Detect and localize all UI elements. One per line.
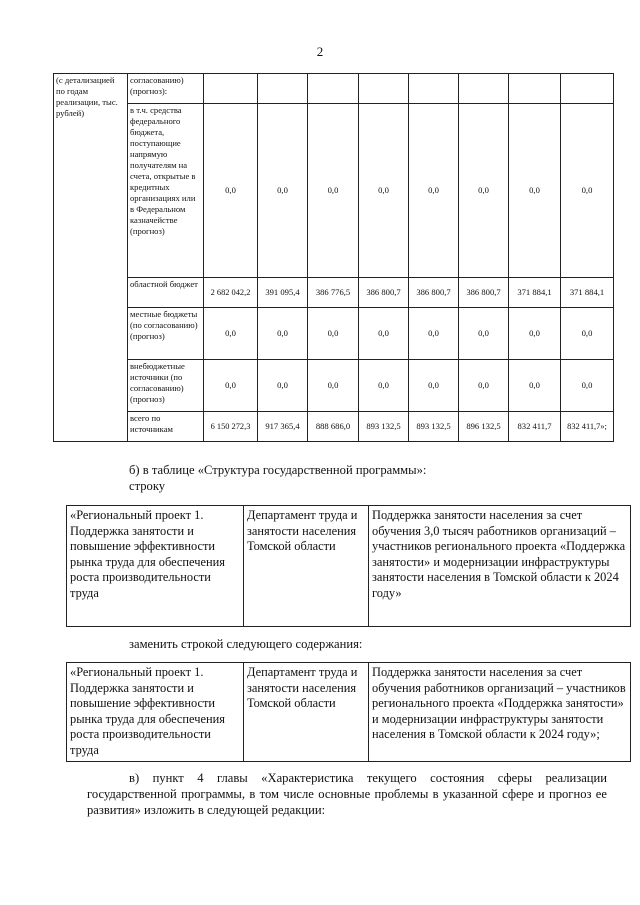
para-v-text: в) пункт 4 главы «Характеристика текущего состояния сферы реализации государственной программы, в том числе основные проблемы в указанной сфере и прогноз ее развития» изложить в следующей редакции:	[87, 771, 607, 817]
financing-value-cell: 6 150 272,3	[204, 412, 258, 442]
financing-value-cell: 0,0	[459, 308, 509, 360]
financing-value-cell	[204, 74, 258, 104]
financing-value-cell	[359, 74, 409, 104]
financing-row	[54, 360, 614, 412]
financing-value-cell: 0,0	[258, 104, 308, 278]
financing-value-cell: 0,0	[359, 360, 409, 412]
para-v	[87, 770, 607, 818]
financing-value-cell: 888 686,0	[308, 412, 359, 442]
para-b-line2: строку	[129, 479, 166, 493]
new-project-cell: «Региональный проект 1. Поддержка занятости и повышение эффективности рынка труда для обеспечения роста производительности труда	[67, 663, 244, 762]
financing-value-cell: 0,0	[204, 308, 258, 360]
page-number: 2	[316, 44, 324, 59]
financing-value-cell: 0,0	[561, 104, 614, 278]
financing-value-cell: 0,0	[561, 308, 614, 360]
replace-text: заменить строкой следующего содержания:	[129, 637, 363, 651]
financing-value-cell: 0,0	[204, 360, 258, 412]
financing-value-cell: 0,0	[308, 360, 359, 412]
new-description-cell: Поддержка занятости населения за счет обучения работников организаций – участников регионального проекта «Поддержка занятости» и модернизации инфраструктуры занятости населения в Томской области к 2024 году»;	[369, 663, 631, 762]
financing-value-cell: 391 095,4	[258, 278, 308, 308]
financing-value-cell: 371 884,1	[509, 278, 561, 308]
financing-value-cell: 386 800,7	[359, 278, 409, 308]
financing-row	[54, 308, 614, 360]
new-structure-row	[66, 662, 631, 762]
financing-source-label: в т.ч. средства федерального бюджета, поступающие напрямую получателям на счета, открытые в кредитных организациях или в Федеральном казначействе (прогноз)	[128, 104, 204, 278]
financing-row	[54, 412, 614, 442]
financing-value-cell: 917 365,4	[258, 412, 308, 442]
financing-value-cell	[409, 74, 459, 104]
financing-row	[54, 74, 614, 104]
financing-value-cell: 386 800,7	[459, 278, 509, 308]
financing-value-cell: 2 682 042,2	[204, 278, 258, 308]
financing-row	[54, 278, 614, 308]
financing-value-cell: 0,0	[258, 360, 308, 412]
financing-source-label: всего по источникам	[128, 412, 204, 442]
financing-value-cell: 0,0	[409, 104, 459, 278]
financing-value-cell	[509, 74, 561, 104]
financing-value-cell: 832 411,7»;	[561, 412, 614, 442]
financing-source-label: местные бюджеты (по согласованию) (прогноз)	[128, 308, 204, 360]
financing-value-cell: 832 411,7	[509, 412, 561, 442]
financing-value-cell: 893 132,5	[409, 412, 459, 442]
para-b-line1: б) в таблице «Структура государственной программы»:	[129, 463, 427, 477]
financing-value-cell: 386 776,5	[308, 278, 359, 308]
financing-table	[53, 73, 614, 442]
financing-value-cell: 0,0	[409, 308, 459, 360]
financing-value-cell: 0,0	[509, 104, 561, 278]
financing-value-cell: 0,0	[409, 360, 459, 412]
financing-value-cell: 893 132,5	[359, 412, 409, 442]
financing-value-cell: 896 132,5	[459, 412, 509, 442]
old-description-cell: Поддержка занятости населения за счет обучения 3,0 тысяч работников организаций – участников регионального проекта «Поддержка занятости» и модернизации инфраструктуры занятости населения в Томской области к 2024 году»	[369, 506, 631, 627]
financing-value-cell: 0,0	[459, 104, 509, 278]
financing-value-cell: 0,0	[258, 308, 308, 360]
financing-value-cell: 0,0	[509, 308, 561, 360]
financing-value-cell	[308, 74, 359, 104]
financing-value-cell: 0,0	[308, 308, 359, 360]
financing-value-cell	[561, 74, 614, 104]
financing-value-cell: 0,0	[509, 360, 561, 412]
financing-value-cell	[258, 74, 308, 104]
financing-row	[54, 104, 614, 278]
old-structure-row	[66, 505, 631, 627]
financing-value-cell: 0,0	[561, 360, 614, 412]
old-department-cell: Департамент труда и занятости населения Томской области	[244, 506, 369, 627]
old-project-cell: «Региональный проект 1. Поддержка занятости и повышение эффективности рынка труда для обеспечения роста производительности труда	[67, 506, 244, 627]
financing-value-cell: 0,0	[359, 104, 409, 278]
financing-source-label: согласованию) (прогноз):	[128, 74, 204, 104]
financing-value-cell: 0,0	[308, 104, 359, 278]
financing-detail-cell: (с детализацией по годам реализации, тыс. рублей)	[54, 74, 128, 442]
financing-source-label: внебюджетные источники (по согласованию) (прогноз)	[128, 360, 204, 412]
financing-value-cell: 386 800,7	[409, 278, 459, 308]
financing-value-cell: 0,0	[459, 360, 509, 412]
financing-value-cell	[459, 74, 509, 104]
financing-value-cell: 371 884,1	[561, 278, 614, 308]
financing-value-cell: 0,0	[359, 308, 409, 360]
new-department-cell: Департамент труда и занятости населения Томской области	[244, 663, 369, 762]
financing-value-cell: 0,0	[204, 104, 258, 278]
financing-source-label: областной бюджет	[128, 278, 204, 308]
